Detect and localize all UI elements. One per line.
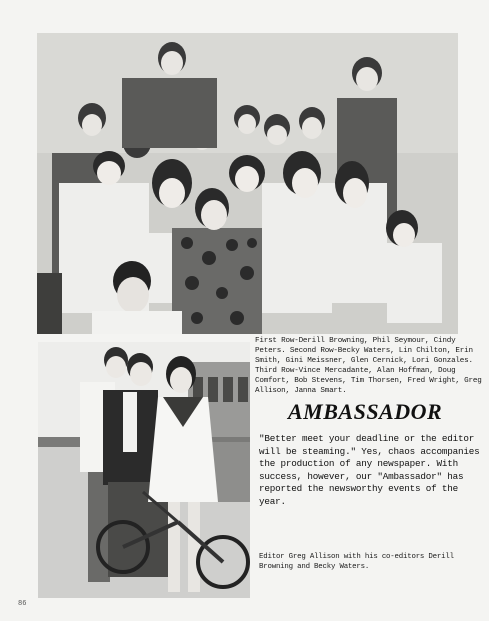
article-headline: AMBASSADOR bbox=[288, 399, 443, 424]
page-number: 86 bbox=[18, 600, 27, 608]
group-photo-caption: First Row-Derill Browning, Phil Seymour, Cindy Peters. Second Row-Becky Waters, Lin Chilton, Erin Smith, Gini Meissner, Glen Cernick, Lori Gonzales. Third Row-Vince Mercadante, Alan Hoffman, Doug Comfort, Bob Stevens, Tim Thorsen, Fred Wright, Greg Allison, Janna Smart. bbox=[255, 337, 482, 395]
editors-photo bbox=[38, 342, 250, 598]
article-body: "Better meet your deadline or the editor will be steaming." Yes, chaos accompanies the production of any newspaper. With success, however, our "Ambassador" has reported the newsworthy events of the year. bbox=[259, 433, 480, 507]
group-photo bbox=[37, 33, 458, 334]
editors-photo-caption: Editor Greg Allison with his co-editors Derill Browning and Becky Waters. bbox=[259, 553, 454, 571]
